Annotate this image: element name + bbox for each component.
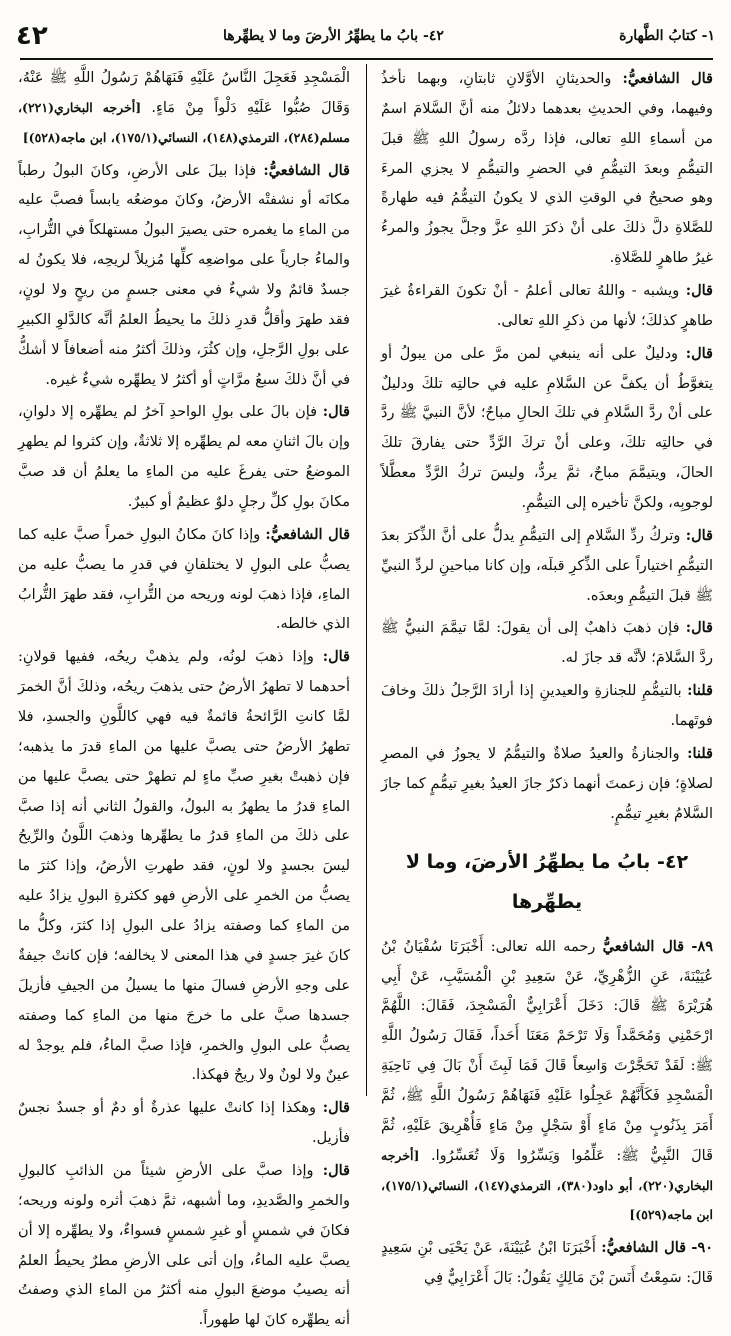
paragraph-text: والجنازةُ والعيدُ صلاةٌ والتيمُّمُ لا يجوزُ في المصرِ لصلاةٍ؛ فإن زعمتَ أنهما ذكرٌ جازَ العيدُ بغيرِ تيمُّمٍ كما جازَ السَّلامُ بغيرِ تيمُّمٍ. bbox=[381, 745, 713, 822]
hadith-text: الْمَسْجِدِ فَعَجِلَ النَّاسُ عَلَيْهِ فَنَهَاهُمْ رَسُولُ اللَّهِ ﷺ عَنْهُ، وَقَالَ صُبُّوا عَلَيْهِ دَلْواً مِنْ مَاءٍ. bbox=[18, 70, 350, 116]
chapter-heading: ٤٢- بابُ ما يطهِّرُ الأرضَ، وما لا يطهِّرها bbox=[405, 851, 689, 913]
right-column bbox=[381, 64, 714, 1287]
paragraph bbox=[381, 276, 713, 337]
paragraph bbox=[381, 64, 713, 274]
paragraph bbox=[381, 739, 713, 830]
hadith-source: [أخرجه البخاري(٢٢٠)، أبو داود(٣٨٠)، الترمذي(١٤٧)، النسائي(١٧٥/١)، ابن ماجه(٥٢٩)] bbox=[381, 1147, 713, 1223]
speaker-label: قال الشافعيُّ bbox=[602, 937, 685, 955]
paragraph-text: وهكذا إذا كانتْ عليها عذرةٌ أو دمٌ أو جسدٌ نجسٌ فأزيل. bbox=[18, 1100, 350, 1147]
speaker-label: قال: bbox=[322, 403, 350, 421]
hadith-text: رحمه الله تعالى: أَخْبَرَنَا سُفْيَانُ بْنُ عُيَيْنَةَ، عَنِ الزُّهْرِيِّ، عَنْ سَعِيدِ بْنِ الْمُسَيَّبِ، عَنْ أَبِي هُرَيْرَةَ ﷺ قَالَ: دَخَلَ أَعْرَابِيٌّ الْمَسْجِدَ، فَقَالَ: اللَّهُمَّ ارْحَمْنِي وَمُحَمَّداً وَلَا تَرْحَمْ مَعَنَا أَحَداً، فَقَالَ رَسُولُ اللَّهِ ﷺ: لَقَدْ تَحَجَّرْتَ وَاسِعاً قَالَ فَمَا لَبِثَ أَنْ بَالَ فِي نَاحِيَةِ الْمَسْجِدِ فَكَأَنَّهُمْ عَجِلُوا عَلَيْهِ فَنَهَاهُمْ رَسُولُ اللَّهِ ﷺ، ثُمَّ أَمَرَ بِذَنُوبٍ مِنْ مَاءٍ أَوْ سَجْلٍ مِنْ مَاءٍ فَأُهْرِيقَ عَلَيْهِ، ثُمَّ قَالَ النَّبِيُّ ﷺ: عَلِّمُوا وَيَسِّرُوا وَلَا تُعَسِّرُوا. bbox=[381, 938, 714, 1164]
paragraph-text: فإن بالَ على بولِ الواحدِ آخرُ لم يطهِّره إلا دلوانِ، وإن بالَ اثنانِ معه لم يطهِّره إلا ثلاثةٌ، وإن كثروا لم يطهرِ الموضعُ حتى يفرغَ عليه من الماءِ ما يعلمُ أن قد صبَّ مكانَ بولِ كلِّ رجلٍ دلوٌ عظيمٌ أو كبيرٌ. bbox=[18, 404, 350, 511]
paragraph-text: فإن ذهبَ ذاهبٌ إلى أن يقولَ: لمَّا تيمَّمَ النبيُّ ﷺ ردَّ السَّلامَ؛ لأنَّه قد جازَ له. bbox=[381, 620, 713, 667]
hadith-number: ٩٠- bbox=[691, 1239, 714, 1257]
speaker-label: قال الشافعيُّ: bbox=[265, 525, 350, 543]
running-title-left: ٤٢- بابُ ما يطهِّرُ الأرضَ وما لا يطهِّرها bbox=[222, 28, 444, 44]
page-number: ٤٢ bbox=[16, 21, 48, 51]
paragraph bbox=[381, 339, 713, 519]
paragraph bbox=[18, 520, 350, 640]
paragraph-text: وإذا ذهبَ لونُه، ولم يذهبْ ريحُه، ففيها قولانِ: أحدهما لا تطهرُ الأرضُ حتى يذهبَ ريحُه، وذلكَ أنَّ الخمرَ لمَّا كانتِ الرَّائحةُ قائمةٌ فيه فهي كاللَّونِ والجسدِ، فلا تطهرُ الأرضُ حتى يصبَّ عليها من الماءِ قدرَ ما يذهبه؛ فإن ذهبتْ بغيرِ صبِّ ماءٍ لم تطهرْ حتى يصبَّ عليها من الماءِ قدرُ ما يطهرُ به البولُ، والقولُ الثاني أنه إذا صبَّ على ذلكَ من الماءِ قدرُ ما يطهِّرها وذهبَ اللَّونُ والرِّيحُ ليسَ بجسدٍ ولا لونٍ، فقد طهرتِ الأرضُ، وإذا كثرَ ما يصبُّ من الخمرِ على الأرضِ فهو ككثرةِ البولِ يزادُ عليه من الماءِ كما وصفته يزادُ على البولِ إذا كثرَ، وكلُّ ما كانَ غيرَ جسدٍ في هذا المعنى لا يخالفه؛ فإن كانتْ جيفةٌ على وجهِ الأرضِ فسالَ منها ما يسيلُ من الجيفِ فأزيلَ جسدها صبَّ على ما خرجَ منها من الماءِ كما وصفته يصبُّ على البولِ والخمرِ، فإذا صبَّ الماءُ، فلم يوجدْ له عينٌ ولا لونٌ ولا ريحٌ فهكذا. bbox=[18, 649, 350, 1084]
paragraph-text: والحديثانِ الأوَّلانِ ثابتانِ، وبهما نأخذُ وفيهما، وفي الحديثِ بعدهما دلائلُ منه أنَّ السَّلامَ اسمٌ من أسماءِ اللهِ تعالى، فإذا ردَّه رسولُ اللهِ ﷺ قبلَ التيمُّمِ وبعدَ التيمُّمِ في الحضرِ والتيمُّمِ لا يجزي المرءَ وهو صحيحٌ في الوقتِ الذي لا يكونُ التيمُّمُ فيه طهارةً للصَّلاةِ دلَّ ذلكَ على أنْ ذكرَ اللهِ عزَّ وجلَّ يجوزُ والمرءُ غيرُ طاهرٍ للصَّلاةِ. bbox=[381, 71, 713, 267]
paragraph bbox=[381, 676, 713, 737]
speaker-label: قال: bbox=[685, 619, 713, 637]
column-divider bbox=[366, 64, 367, 1096]
paragraph bbox=[18, 156, 350, 396]
speaker-label: قال الشافعيُّ: bbox=[601, 1239, 687, 1257]
paragraph bbox=[381, 613, 713, 674]
speaker-label: قال الشافعيُّ: bbox=[622, 70, 713, 87]
left-column bbox=[18, 64, 350, 1329]
paragraph-text: وإذا صبَّ على الأرضِ شيئاً من الذائبِ كالبولِ والخمرِ والصَّديدِ، وما أشبهه، ثمَّ ذهبَ أثره ولونه وريحه؛ فكانَ في شمسٍ أو غيرِ شمسٍ فسواءٌ، ولا يطهِّره إلا أن يصبَّ عليه الماءُ، وإن أتى على الأرضِ مطرٌ يحيطُ العلمُ أنه يصيبُ موضعَ البولِ منه أكثرُ من الماءِ الذي وصفتُ أنه يطهِّره كانَ لها طهوراً. bbox=[18, 1162, 350, 1329]
speaker-label: قلنا: bbox=[687, 682, 713, 700]
paragraph-text: ودليلٌ على أنه ينبغي لمن مرَّ على من يبولُ أو يتغوَّطُ أن يكفَّ عن السَّلامِ عليه في حالتِه تلكَ ودليلٌ على أنْ ردَّ السَّلامِ في تلكَ الحالِ مباحٌ؛ لأنَّ النبيَّ ﷺ ردَّ في حالتِه تلكَ، وعلى أنْ تركَ الرَّدِّ حتى يفارقَ تلكَ الحالَ، ويتيمَّمَ مباحٌ، ثمَّ يردُّ، وليسَ تركُ الرَّدِّ معطَّلاً لوجوبِه، ولكنَّ تأخيره إلى التيمُّمِ. bbox=[381, 345, 713, 512]
paragraph-text: وتركُ ردِّ السَّلامِ إلى التيمُّمِ يدلُّ على أنَّ الذِّكرَ بعدَ التيمُّمِ اختياراً على الذِّكرِ قبلَه، وإن كانا مباحينِ لردِّ النبيِّ ﷺ قبلَ التيمُّمِ وبعدَه. bbox=[381, 527, 713, 604]
running-title-right: ١- كتابُ الطَّهارة bbox=[619, 28, 715, 44]
speaker-label: قال الشافعيُّ: bbox=[263, 161, 350, 179]
hadith-continuation bbox=[18, 64, 350, 154]
speaker-label: قال: bbox=[322, 648, 350, 666]
hadith-text: أَخْبَرَنَا ابْنُ عُيَيْنَةَ، عَنْ يَحْيَى بْنِ سَعِيدٍ قَالَ: سَمِعْتُ أَنَسَ بْنَ مَالِكٍ يَقُولُ: بَالَ أَعْرَابِيٌّ فِي bbox=[381, 1240, 713, 1287]
paragraph-text: بالتيمُّمِ للجنازةِ والعيدينِ إذا أرادَ الرَّجلُ ذلكَ وخافَ فوتَهما. bbox=[381, 683, 713, 730]
paragraph bbox=[18, 397, 350, 517]
paragraph bbox=[18, 1156, 350, 1336]
speaker-label: قال: bbox=[685, 526, 713, 544]
hadith-89 bbox=[381, 932, 713, 1232]
hadith-source: [أخرجه البخاري(٢٢١)، مسلم(٢٨٤)، الترمذي(١٤٨)، النسائي(١٧٥/١)، ابن ماجه(٥٢٨)] bbox=[18, 99, 350, 145]
paragraph bbox=[18, 1093, 350, 1154]
paragraph bbox=[381, 521, 713, 612]
hadith-90 bbox=[381, 1233, 713, 1294]
paragraph-text: وإذا كانَ مكانُ البولِ خمراً صبَّ عليه كما يصبُّ على البولِ لا يختلفانِ في قدرِ ما يصبُّ عليه من الماءِ، فإذا ذهبَ لونه وريحه من التُّرابِ، فقد طهرَ التُّرابُ الذي خالطه. bbox=[18, 526, 350, 633]
paragraph-text: ويشبه - واللهُ تعالى أعلمُ - أنْ تكونَ القراءةُ غيرَ طاهرٍ كذلكَ؛ لأنها من ذكرِ اللهِ تعالى. bbox=[381, 283, 713, 329]
paragraph bbox=[18, 642, 350, 1091]
header-rule bbox=[20, 58, 713, 60]
speaker-label: قال: bbox=[685, 282, 713, 300]
speaker-label: قال: bbox=[322, 1099, 350, 1117]
speaker-label: قال: bbox=[685, 344, 713, 362]
speaker-label: قال: bbox=[322, 1161, 350, 1179]
hadith-number: ٨٩- bbox=[691, 937, 714, 955]
paragraph-text: فإذا بيلَ على الأرضِ، وكانَ البولُ رطباً مكانَه أو نشفتْه الأرضُ، وكانَ موضعُه يابساً فصبَّ عليه من الماءِ ما يغمره حتى يصيرَ البولُ مستهلكاً في التُّرابِ، والماءُ جارياً على مواضعِه كلِّها مُزيلاً لريحِه، فلا يكونُ له جسدٌ قائمٌ ولا شيءٌ في معنى جسمٍ من ريحٍ ولا لونٍ، فقد طهرَ وأقلُّ قدرِ ذلكَ ما يحيطُ العلمُ أنَّه كالدَّلوِ الكبيرِ على بولِ الرَّجلِ، وإن كثُرَ، وذلكَ أكثرُ منه أضعافاً لا أشكُّ في أنَّ ذلكَ سبعُ مرَّاتٍ أو أكثرُ لا يطهِّره شيءٌ غيره. bbox=[18, 162, 350, 388]
speaker-label: قلنا: bbox=[687, 744, 713, 762]
page-header bbox=[16, 16, 715, 56]
